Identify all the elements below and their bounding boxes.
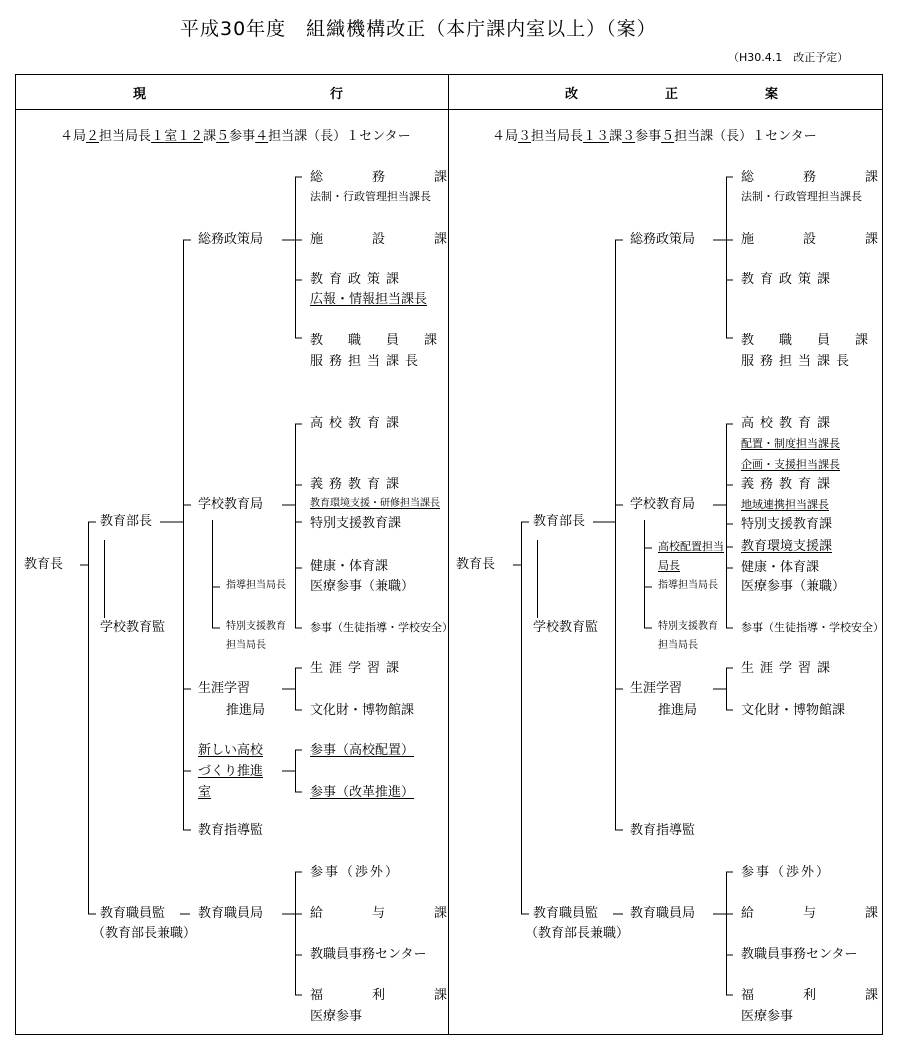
current-div-kouhou: 広報・情報担当課長 (310, 292, 428, 307)
proposed-div-chiiki: 地域連携担当課長 (741, 498, 829, 511)
current-div-sanji-kaikaku: 参事（改革推進） (310, 785, 415, 800)
proposed-div-kankyou-shien: 教育環境支援課 (741, 539, 833, 554)
current-staff-supervisor: 教育職員監 (100, 906, 166, 921)
proposed-div-iryou-kenshoku: 医療参事（兼職） (741, 579, 846, 594)
current-school-supervisor: 学校教育監 (100, 620, 166, 635)
current-div-kyoushokuin: 教 職 員 課 (310, 333, 444, 348)
proposed-div-shougai: 生涯学習課 (741, 661, 837, 676)
proposed-bureau-special-support-1: 特別支援教育 (658, 621, 718, 632)
proposed-div-kyoushokuin: 教 職 員 課 (741, 333, 875, 348)
proposed-bureau-haichi-2: 局長 (658, 559, 680, 572)
proposed-bureau-lifelong-2: 推進局 (658, 703, 698, 718)
proposed-div-gimu: 義務教育課 (741, 477, 837, 492)
header-proposed-3: 案 (765, 87, 779, 102)
current-bureau-newschool-1: 新しい高校 (198, 743, 264, 758)
proposed-div-bunkazai: 文化財・博物館課 (741, 703, 846, 718)
page-title: 平成30年度 組織機構改正（本庁課内室以上）（案） (180, 18, 657, 40)
current-bureau-staff: 教育職員局 (198, 906, 264, 921)
proposed-div-tokubetsu: 特別支援教育課 (741, 517, 833, 532)
current-bureau-guidance-director: 指導担当局長 (226, 580, 286, 591)
proposed-bureau-staff: 教育職員局 (630, 906, 696, 921)
current-div-sanji-shougai: 参事（渉外） (310, 865, 401, 880)
current-superintendent: 教育長 (24, 557, 64, 572)
current-div-kankyou: 教育環境支援・研修担当課長 (310, 498, 440, 509)
proposed-staff-supervisor: 教育職員監 (533, 906, 599, 921)
current-bureau-special-support-1: 特別支援教育 (226, 621, 286, 632)
proposed-div-sanji-shougai: 参事（渉外） (741, 865, 832, 880)
proposed-bureau-school: 学校教育局 (630, 497, 696, 512)
proposed-div-kyouiku-seisaku: 教育政策課 (741, 272, 837, 287)
current-div-kyuuyo: 給 与 課 (310, 906, 466, 921)
current-bureau-general: 総務政策局 (198, 232, 264, 247)
proposed-superintendent: 教育長 (456, 557, 496, 572)
current-div-bunkazai: 文化財・博物館課 (310, 703, 415, 718)
header-proposed-1: 改 (565, 87, 579, 102)
proposed-div-soumu: 総 務 課 (741, 170, 897, 185)
current-div-tokubetsu: 特別支援教育課 (310, 516, 402, 531)
current-summary: ４局２担当局長１室１２課５参事４担当課（長）１センター (60, 129, 411, 144)
proposed-bureau-haichi-1: 高校配置担当 (658, 540, 724, 553)
proposed-bureau-special-support-2: 担当局長 (658, 640, 698, 651)
current-div-fukuri: 福 利 課 (310, 988, 466, 1003)
proposed-div-fukumu: 服務担当課長 (741, 354, 856, 369)
current-div-jimu-center: 教職員事務センター (310, 947, 427, 962)
proposed-div-sanji-seito: 参事（生徒指導・学校安全） (741, 621, 884, 634)
current-div-sanji-seito: 参事（生徒指導・学校安全） (310, 621, 453, 634)
current-div-shisetsu: 施 設 課 (310, 232, 466, 247)
current-bureau-lifelong-2: 推進局 (226, 703, 266, 718)
current-bureau-newschool-3: 室 (198, 785, 212, 800)
current-staff-supervisor-note: （教育部長兼職） (92, 926, 197, 941)
proposed-bureau-lifelong-1: 生涯学習 (630, 681, 683, 696)
current-div-kenkou: 健康・体育課 (310, 559, 389, 574)
proposed-div-haichi-seido: 配置・制度担当課長 (741, 437, 840, 450)
proposed-education-director: 教育部長 (533, 514, 586, 529)
revision-date-note: （H30.4.1 改正予定） (728, 51, 849, 64)
current-div-kyouiku-seisaku: 教育政策課 (310, 272, 406, 287)
proposed-div-iryou-sanji: 医療参事 (741, 1009, 794, 1024)
current-div-soumu: 総 務 課 (310, 170, 466, 185)
current-div-gimu: 義務教育課 (310, 477, 406, 492)
proposed-div-kikaku-shien: 企画・支援担当課長 (741, 458, 840, 471)
header-current-2: 行 (330, 87, 344, 102)
current-bureau-guidance-supervisor: 教育指導監 (198, 823, 264, 838)
proposed-div-shisetsu: 施 設 課 (741, 232, 897, 247)
current-div-sanji-haichi: 参事（高校配置） (310, 743, 415, 758)
proposed-div-kenkou: 健康・体育課 (741, 560, 820, 575)
current-div-fukumu: 服務担当課長 (310, 354, 425, 369)
current-bureau-lifelong-1: 生涯学習 (198, 681, 251, 696)
proposed-summary: ４局３担当局長１３課３参事５担当課（長）１センター (492, 129, 817, 144)
current-bureau-school: 学校教育局 (198, 497, 264, 512)
header-current-1: 現 (133, 87, 147, 102)
current-div-iryou-sanji: 医療参事 (310, 1009, 363, 1024)
current-bureau-newschool-2: づくり推進 (198, 764, 264, 779)
proposed-bureau-general: 総務政策局 (630, 232, 696, 247)
current-education-director: 教育部長 (100, 514, 153, 529)
proposed-div-koukou: 高校教育課 (741, 416, 837, 431)
proposed-div-jimu-center: 教職員事務センター (741, 947, 858, 962)
current-div-koukou: 高校教育課 (310, 416, 406, 431)
current-div-soumu-sub: 法制・行政管理担当課長 (310, 190, 431, 203)
proposed-bureau-guidance-supervisor: 教育指導監 (630, 823, 696, 838)
current-bureau-special-support-2: 担当局長 (226, 640, 266, 651)
proposed-div-kyuuyo: 給 与 課 (741, 906, 897, 921)
header-proposed-2: 正 (665, 87, 679, 102)
proposed-div-fukuri: 福 利 課 (741, 988, 897, 1003)
proposed-staff-supervisor-note: （教育部長兼職） (525, 926, 630, 941)
proposed-div-soumu-sub: 法制・行政管理担当課長 (741, 190, 862, 203)
proposed-school-supervisor: 学校教育監 (533, 620, 599, 635)
current-div-iryou-kenshoku: 医療参事（兼職） (310, 579, 415, 594)
proposed-bureau-guidance-director: 指導担当局長 (658, 580, 718, 591)
current-div-shougai: 生涯学習課 (310, 661, 406, 676)
